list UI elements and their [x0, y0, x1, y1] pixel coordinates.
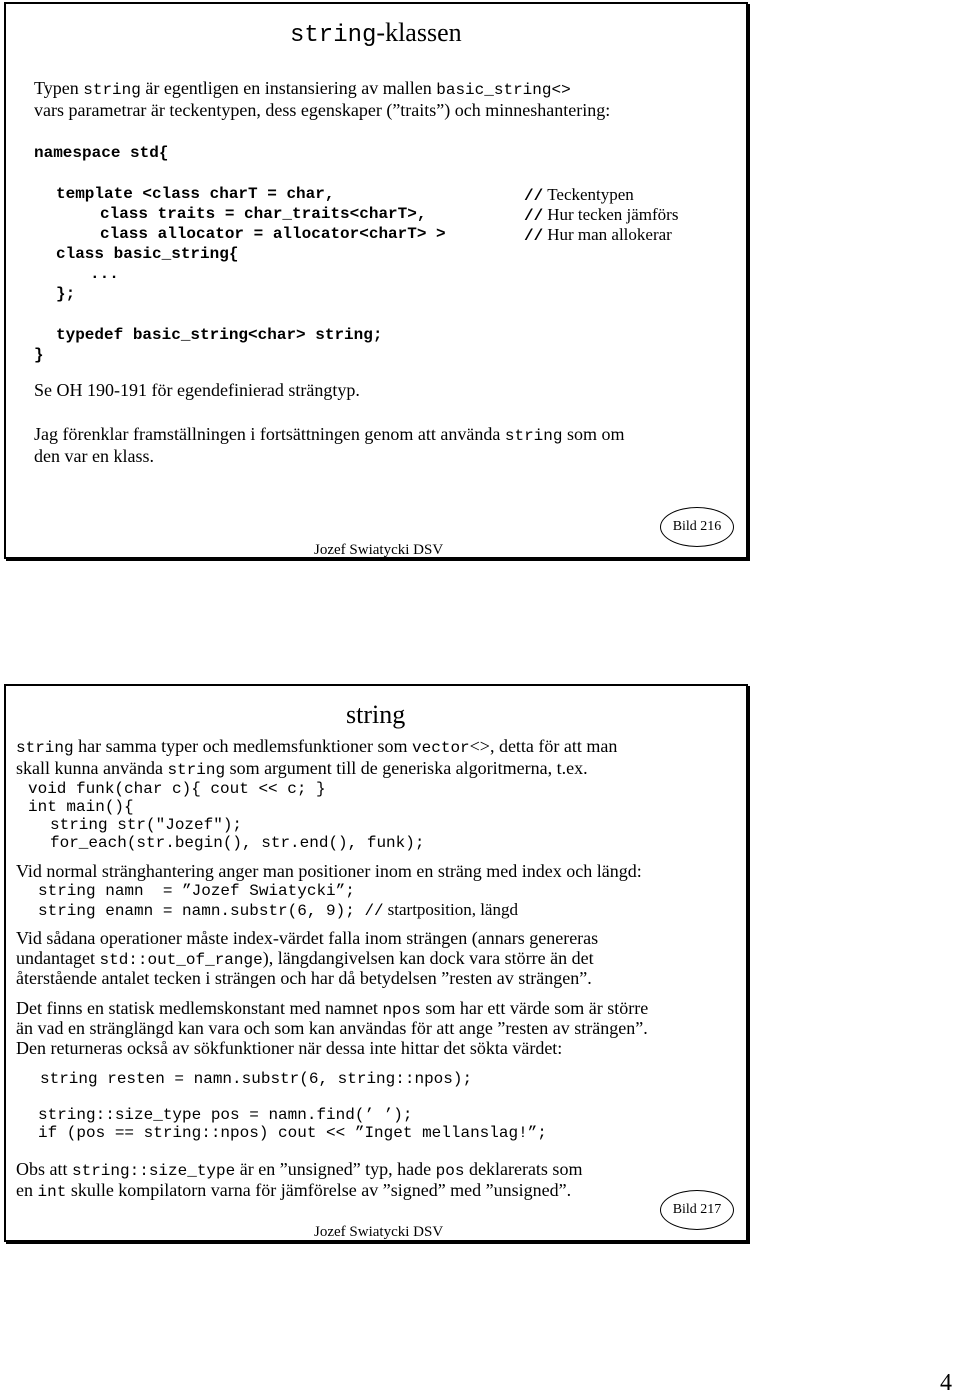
- para-text: har samma typer och medlemsfunktioner som: [73, 736, 413, 756]
- code-line: ...: [90, 265, 119, 283]
- code-line: typedef basic_string<char> string;: [56, 326, 383, 344]
- code-comment: [524, 205, 678, 225]
- para-text: Det finns en statisk medlemskonstant med namnet: [16, 998, 383, 1018]
- para-text: skulle kompilatorn varna för jämförelse av ”signed” med ”unsigned”.: [66, 1180, 572, 1200]
- intro-code: string: [83, 81, 141, 99]
- code-line: class traits = char_traits<charT>,: [100, 205, 427, 223]
- slide-217: [4, 684, 748, 1242]
- para-1-line-1: [16, 736, 617, 757]
- simplify-code: string: [504, 427, 563, 445]
- code-line: class allocator = allocator<charT> >: [100, 225, 446, 243]
- slide-title: [290, 18, 462, 49]
- para-text: deklarerats som: [464, 1159, 583, 1179]
- slide-footer: Jozef Swiatycki DSV: [314, 1224, 444, 1240]
- comment-slash: //: [524, 207, 544, 225]
- simplify-text: som om: [562, 424, 625, 444]
- title-code: string: [290, 22, 377, 49]
- code-line: }: [34, 346, 44, 364]
- comment-text: startposition, längd: [387, 900, 518, 919]
- comment-slash: //: [524, 187, 544, 205]
- page-number: 4: [940, 1370, 952, 1396]
- code-line: if (pos == string::npos) cout << ”Inget mellanslag!”;: [38, 1124, 547, 1142]
- code-line: class basic_string{: [56, 245, 239, 263]
- para-1-line-2: [16, 758, 588, 779]
- inline-code: std::out_of_range: [99, 951, 263, 969]
- code-comment: [524, 185, 634, 205]
- para-3-line-3: återstående antalet tecken i strängen och har då betydelsen ”resten av strängen”.: [16, 968, 592, 988]
- intro-line-1: [34, 78, 571, 99]
- code-line: namespace std{: [34, 144, 169, 162]
- code-line: template <class charT = char,: [56, 185, 335, 203]
- para-text: undantaget: [16, 948, 100, 968]
- simplify-text: Jag förenklar framställningen i fortsättningen genom att använda: [34, 424, 505, 444]
- comment-text: Teckentypen: [547, 185, 634, 204]
- intro-text: Typen: [34, 78, 84, 98]
- para-text: en: [16, 1180, 38, 1200]
- para-4-line-2: än vad en stränglängd kan vara och som kan användas för att ange ”resten av strängen”.: [16, 1018, 648, 1038]
- para-text: ), längdangivelsen kan dock vara större än det: [262, 948, 594, 968]
- para-text: som har ett värde som är större: [420, 998, 649, 1018]
- comment-slash: //: [524, 227, 544, 245]
- slide-216: [4, 2, 748, 559]
- inline-code: string: [167, 761, 226, 779]
- para-2: Vid normal stränghantering anger man positioner inom en sträng med index och längd:: [16, 861, 642, 881]
- para-text: är en ”unsigned” typ, hade: [235, 1159, 436, 1179]
- comment-text: Hur tecken jämförs: [547, 205, 679, 224]
- para-3-line-2: [16, 948, 594, 969]
- intro-text: är egentligen en instansiering av mallen: [140, 78, 437, 98]
- inline-code: vector: [412, 739, 470, 757]
- para-5-line-2: [16, 1180, 571, 1201]
- slide-footer: Jozef Swiatycki DSV: [314, 542, 444, 558]
- para-3-line-1: Vid sådana operationer måste index-värdet falla inom strängen (annars genereras: [16, 928, 599, 948]
- code-line-with-comment: [38, 900, 518, 920]
- inline-code: string: [16, 739, 74, 757]
- code-line: string namn = ”Jozef Swiatycki”;: [38, 882, 355, 900]
- inline-code: int: [37, 1183, 67, 1201]
- code-line: string::size_type pos = namn.find(’ ’);: [38, 1106, 413, 1124]
- code-line: for_each(str.begin(), str.end(), funk);: [50, 834, 425, 852]
- para-text: som argument till de generiska algoritmerna, t.ex.: [225, 758, 588, 778]
- see-reference: Se OH 190-191 för egendefinierad strängtyp.: [34, 380, 360, 400]
- slide-title: string: [346, 700, 406, 729]
- intro-code: basic_string<>: [436, 81, 571, 99]
- intro-line-2: vars parametrar är teckentypen, dess egenskaper (”traits”) och minneshantering:: [34, 100, 611, 120]
- inline-code: pos: [435, 1162, 465, 1180]
- title-text: -klassen: [376, 18, 462, 47]
- slide-number-badge: Bild 217: [660, 1190, 734, 1230]
- inline-code: npos: [382, 1001, 421, 1019]
- code-text: string enamn = namn.substr(6, 9); //: [38, 902, 384, 920]
- code-line: };: [56, 285, 76, 303]
- para-text: <>, detta för att man: [469, 736, 618, 756]
- para-text: Obs att: [16, 1159, 72, 1179]
- code-line: int main(){: [28, 798, 134, 816]
- para-4-line-3: Den returneras också av sökfunktioner när dessa inte hittar det sökta värdet:: [16, 1038, 563, 1058]
- inline-code: string::size_type: [72, 1162, 236, 1180]
- code-line: string str("Jozef");: [50, 816, 243, 834]
- para-5-line-1: [16, 1159, 582, 1180]
- comment-text: Hur man allokerar: [547, 225, 672, 244]
- code-comment: [524, 225, 672, 245]
- simplify-line-1: [34, 424, 624, 445]
- code-line: string resten = namn.substr(6, string::npos);: [40, 1070, 473, 1088]
- simplify-line-2: den var en klass.: [34, 446, 154, 466]
- para-text: skall kunna använda: [16, 758, 168, 778]
- para-4-line-1: [16, 998, 648, 1019]
- slide-number-badge: Bild 216: [660, 507, 734, 547]
- code-line: void funk(char c){ cout << c; }: [28, 780, 326, 798]
